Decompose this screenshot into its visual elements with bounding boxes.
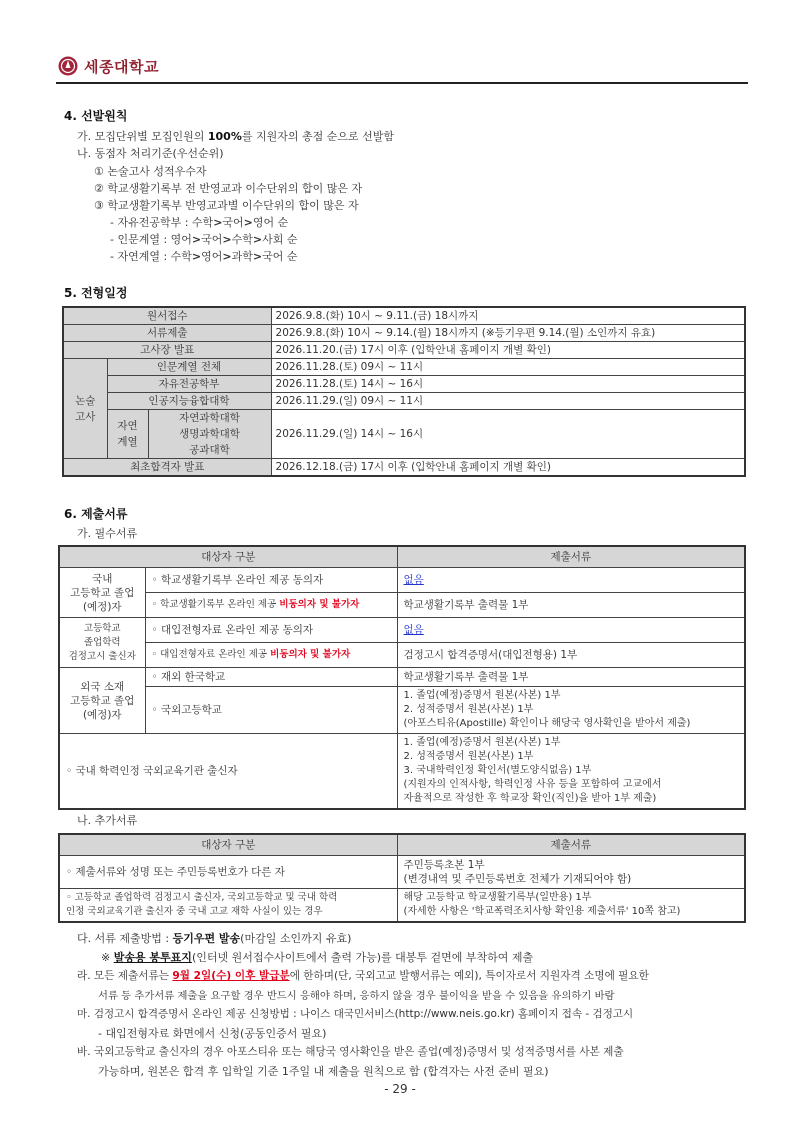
sec4-line-6: - 자유전공학부 : 수학>국어>영어 순 [110, 216, 289, 229]
table-row: 원서접수 2026.9.8.(화) 10시 ~ 9.11.(금) 18시까지 [63, 307, 745, 325]
table-row: 외국 소재 고등학교 졸업 (예정)자 ◦ 재외 한국학교 학교생활기록부 출력물 1부 [59, 668, 745, 687]
sec4-line-2: 나. 동점자 처리기준(우선순위) [77, 147, 224, 160]
table-header-row: 대상자 구분 제출서류 [59, 834, 745, 856]
table-row: 고등학교 졸업학력 검정고시 출신자 ◦ 대입전형자료 온라인 제공 동의자 없음 [59, 618, 745, 643]
note-ma-1: 마. 검정고시 합격증명서 온라인 제공 신청방법 : 나이스 대국민서비스(http://www.neis.go.kr) 홈페이지 접속 - 검정고시 [77, 1008, 634, 1020]
sec6-sub-a: 가. 필수서류 [77, 527, 138, 540]
table-row: ◦ 국내 학력인정 국외교육기관 출신자 1. 졸업(예정)증명서 원본(사본) 1부 2. 성적증명서 원본(사본) 1부 3. 국내학력인정 확인서(별도양식없음) 1부 (지원자의 인적사항, 학력인정 사유 등을 포함하여 고교에서 자율적으로 작성한 후 학교장 확인(직인)을 받아 1부 제출) [59, 734, 745, 810]
table-row: ◦ 대입전형자료 온라인 제공 비동의자 및 불가자 검정고시 합격증명서(대입전형용) 1부 [59, 643, 745, 668]
table-row: 국내 고등학교 졸업 (예정)자 ◦ 학교생활기록부 온라인 제공 동의자 없음 [59, 568, 745, 593]
note-da: 다. 서류 제출방법 : 등기우편 발송(마감일 소인까지 유효) [77, 932, 352, 945]
table-row: ◦ 학교생활기록부 온라인 제공 비동의자 및 불가자 학교생활기록부 출력물 1부 [59, 593, 745, 618]
schedule-table [62, 306, 746, 477]
table-row: 최초합격자 발표 2026.12.18.(금) 17시 이후 (입학안내 홈페이지 개별 확인) [63, 459, 745, 477]
section-6-title: 6. 제출서류 [64, 507, 128, 521]
note-ma-2: - 대입전형자료 화면에서 신청(공동인증서 필요) [98, 1027, 327, 1040]
table-row: ◦ 제출서류와 성명 또는 주민등록번호가 다른 자 주민등록초본 1부 (변경내역 및 주민등록번호 전체가 기재되어야 함) [59, 856, 745, 889]
page-number: - 29 - [384, 1082, 416, 1096]
none-link[interactable]: 없음 [403, 624, 424, 636]
table-row: ◦ 고등학교 졸업학력 검정고시 출신자, 국외고등학교 및 국내 학력 인정 국외교육기관 출신자 중 국내 고교 재학 사실이 있는 경우 해당 고등학교 학교생활기록부(일반용) 1부 (자세한 사항은 '학교폭력조치사항 확인용 제출서류' 10쪽 참고) [59, 889, 745, 923]
section-4-title: 4. 선발원칙 [64, 109, 128, 123]
sec4-line-4: ② 학교생활기록부 전 반영교과 이수단위의 합이 많은 자 [94, 182, 363, 195]
section-5-title: 5. 전형일정 [64, 286, 128, 300]
table-row: 인공지능융합대학 2026.11.29.(일) 09시 ~ 11시 [63, 393, 745, 410]
table-row: 자연 계열 자연과학대학 생명과학대학 공과대학 2026.11.29.(일) 14시 ~ 16시 [63, 410, 745, 459]
sec4-line-3: ① 논술고사 성적우수자 [94, 165, 207, 178]
note-ra-2: 서류 등 추가서류 제출을 요구할 경우 반드시 응해야 하며, 응하지 않을 경우 불이익을 받을 수 있음을 유의하기 바람 [98, 990, 615, 1002]
sec4-line-1: 가. 모집단위별 모집인원의 100%를 지원자의 총점 순으로 선발함 [77, 130, 394, 143]
table-header-row: 대상자 구분 제출서류 [59, 546, 745, 568]
university-logo-icon [58, 56, 78, 76]
none-link[interactable]: 없음 [403, 574, 424, 586]
table-row: 논술 고사 인문계열 전체 2026.11.28.(토) 09시 ~ 11시 [63, 359, 745, 376]
additional-docs-table [58, 833, 746, 923]
sec4-line-7: - 인문계열 : 영어>국어>수학>사회 순 [110, 233, 298, 246]
required-docs-table [58, 545, 746, 810]
university-name: 세종대학교 [84, 58, 159, 76]
sec4-line-5: ③ 학교생활기록부 반영교과별 이수단위의 합이 많은 자 [94, 199, 359, 212]
note-ba-2: 가능하며, 원본은 합격 후 입학일 기준 1주일 내 제출을 원칙으로 함 (합격자는 사전 준비 필요) [98, 1065, 549, 1078]
table-row: ◦ 국외고등학교 1. 졸업(예정)증명서 원본(사본) 1부 2. 성적증명서 원본(사본) 1부 (아포스티유(Apostille) 확인이나 해당국 영사확인을 받아서 제출) [59, 687, 745, 734]
sec4-line-8: - 자연계열 : 수학>영어>과학>국어 순 [110, 250, 298, 263]
note-ra-1: 라. 모든 제출서류는 9월 2일(수) 이후 발급분에 한하며(단, 국외고교 발행서류는 예외), 특이자로서 지원자격 소명에 필요한 [77, 970, 649, 982]
table-row: 고사장 발표 2026.11.20.(금) 17시 이후 (입학안내 홈페이지 개별 확인) [63, 342, 745, 359]
table-row: 서류제출 2026.9.8.(화) 10시 ~ 9.14.(월) 18시까지 (※등기우편 9.14.(월) 소인까지 유효) [63, 325, 745, 342]
table-row: 자유전공학부 2026.11.28.(토) 14시 ~ 16시 [63, 376, 745, 393]
sec6-sub-b: 나. 추가서류 [77, 814, 138, 827]
note-da-sub: ※ 발송용 봉투표지(인터넷 원서접수사이트에서 출력 가능)를 대봉투 겉면에 부착하여 제출 [101, 951, 534, 964]
note-ba-1: 바. 국외고등학교 출신자의 경우 아포스티유 또는 해당국 영사확인을 받은 졸업(예정)증명서 및 성적증명서를 사본 제출 [77, 1046, 624, 1058]
page-header [56, 54, 748, 84]
